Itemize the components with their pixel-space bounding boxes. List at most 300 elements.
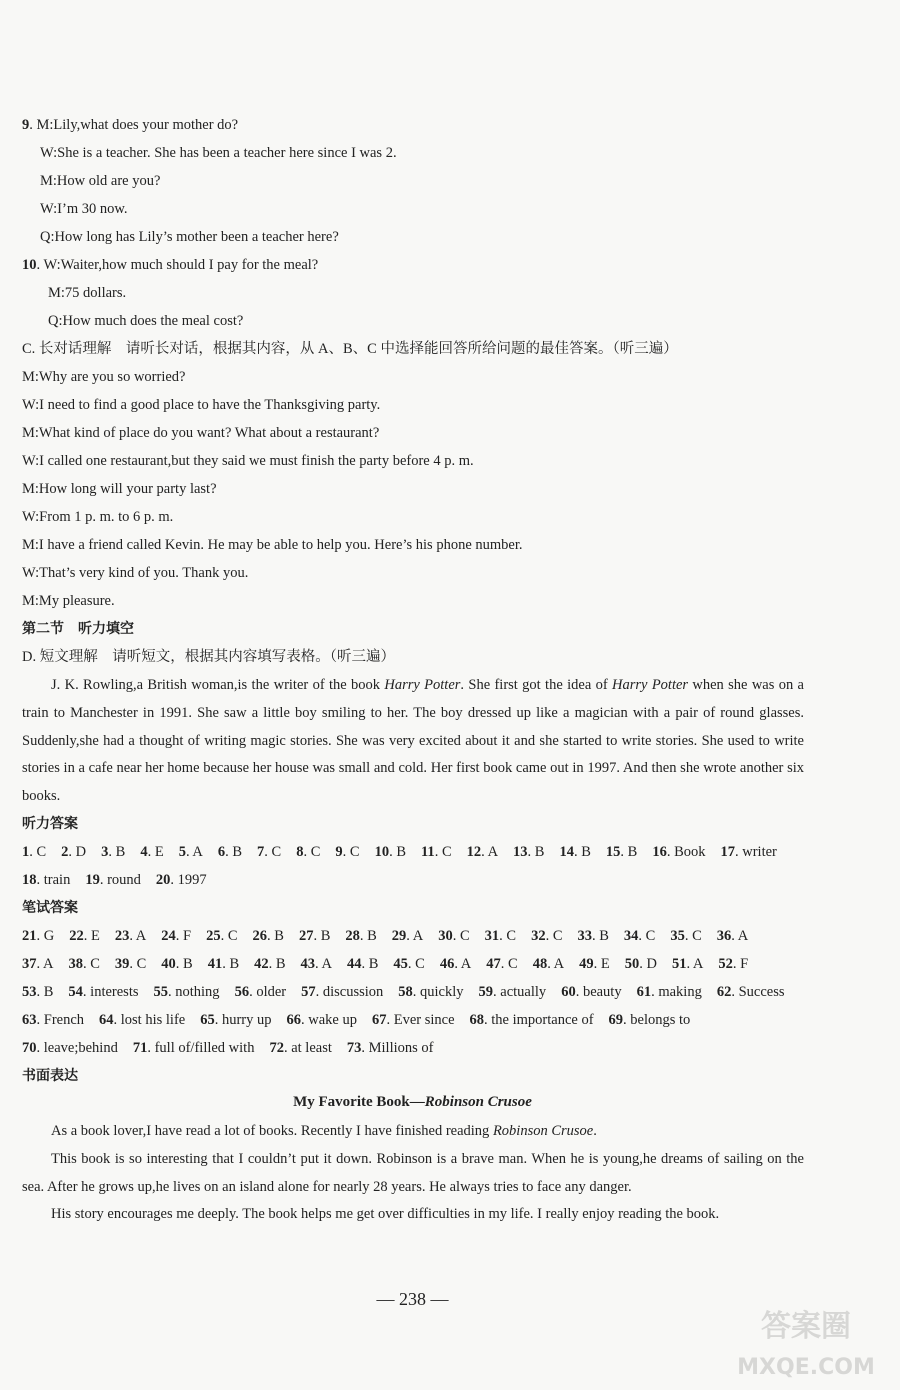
answer-value: B (599, 928, 609, 944)
answer-separator: . (493, 984, 501, 1000)
answer-separator: . (36, 872, 44, 888)
answer-value: C (271, 844, 282, 860)
answer-number: 67 (371, 1012, 387, 1028)
written-answer-71 (133, 1034, 255, 1062)
answer-separator: . (29, 844, 37, 860)
answer-separator: . (313, 928, 321, 944)
essay-p1-end: . (593, 1123, 597, 1139)
listening-answer-17 (720, 838, 776, 866)
answer-number: 50 (624, 956, 640, 972)
answer-value: writer (742, 844, 777, 860)
answer-separator: . (686, 956, 693, 972)
answer-separator: . (361, 956, 369, 972)
answer-value: A (692, 956, 704, 972)
section-c-line-7: M:I have a friend called Kevin. He may be able to help you. Here’s his phone number. (22, 537, 523, 553)
answer-value: beauty (582, 984, 622, 1000)
answer-number: 24 (161, 928, 176, 944)
answer-value: 1997 (177, 872, 207, 888)
answer-separator: . (545, 928, 553, 944)
answer-value: C (506, 928, 517, 944)
answer-separator: . (268, 956, 276, 972)
answer-separator: . (407, 956, 416, 972)
answer-separator: . (481, 844, 488, 860)
answer-number: 62 (716, 984, 732, 1000)
written-answer-29 (392, 922, 423, 950)
written-answer-67 (372, 1006, 455, 1034)
answer-separator: . (666, 844, 675, 860)
answer-separator: . (68, 844, 76, 860)
written-answer-34 (624, 922, 655, 950)
answer-value: C (508, 956, 518, 972)
answer-number: 69 (608, 1012, 624, 1028)
answer-number: 44 (346, 956, 362, 972)
answer-separator: . (620, 844, 628, 860)
section-2-heading: 第二节 听力填空 (22, 621, 134, 637)
answer-value: the importance of (491, 1012, 594, 1028)
answer-number: 40 (161, 956, 176, 972)
answer-separator: . (315, 984, 323, 1000)
answer-separator: . (454, 956, 461, 972)
answer-value: discussion (322, 984, 384, 1000)
answer-value: B (627, 844, 638, 860)
written-answer-32 (531, 922, 562, 950)
answer-value: C (441, 844, 452, 860)
answer-separator: . (170, 872, 178, 888)
listening-answer-2 (61, 838, 86, 866)
answer-separator: . (732, 956, 741, 972)
answer-separator: . (359, 928, 368, 944)
answer-separator: . (175, 928, 184, 944)
answer-number: 8 (296, 844, 304, 860)
answer-separator: . (36, 1040, 44, 1056)
answer-value: E (600, 956, 610, 972)
written-answer-50 (625, 950, 657, 978)
answer-separator: . (82, 956, 91, 972)
answer-value: wake up (308, 1012, 357, 1028)
passage-part-c: when she was on a train to Manchester in 1991. She saw a little boy smiling to her. The boy dressed up like a magician with a pair of round glasses. Suddenly,she had a thought of writing magic stories. She was very excited about it and she started to write stories. She used to write stories in a cafe near her home because her house was small and cold. Her first book came out in 1997. And then she wrote another six books. (22, 677, 804, 805)
answer-number: 27 (298, 928, 314, 944)
answer-number: 66 (286, 1012, 302, 1028)
answer-number: 45 (393, 956, 408, 972)
answer-separator: . (527, 844, 535, 860)
written-answer-39 (115, 950, 146, 978)
passage-part-a: J. K. Rowling,a British woman,is the writer of the book (51, 677, 385, 693)
essay-paragraph-2: This book is so interesting that I couldn’t put it down. Robinson is a brave man. When he is young,he dreams of sailing on the sea. After he grows up,he lives on an island alone for nearly 28 years. He always tries to face any danger. (22, 1150, 804, 1195)
answer-number: 65 (200, 1012, 215, 1028)
answer-value: G (43, 928, 55, 944)
answer-separator: . (389, 844, 397, 860)
answer-value: A (42, 956, 54, 972)
answer-separator: . (575, 984, 583, 1000)
answer-separator: . (406, 928, 413, 944)
answer-separator: . (684, 928, 693, 944)
answer-separator: . (342, 844, 350, 860)
answer-value: A (553, 956, 565, 972)
answer-separator: . (249, 984, 257, 1000)
answer-value: E (90, 928, 100, 944)
answer-number: 30 (438, 928, 453, 944)
listening-answer-15 (606, 838, 637, 866)
written-answer-38 (68, 950, 99, 978)
written-answer-61 (637, 978, 702, 1006)
answer-value: D (646, 956, 657, 972)
watermark-logo (720, 1300, 892, 1382)
answer-number: 20 (155, 872, 171, 888)
written-answer-41 (208, 950, 239, 978)
answer-number: 58 (398, 984, 413, 1000)
answer-value: quickly (420, 984, 464, 1000)
answer-separator: . (283, 1040, 292, 1056)
answer-number: 57 (301, 984, 316, 1000)
written-answer-47 (486, 950, 517, 978)
answer-separator: . (264, 844, 272, 860)
answer-value: lost his life (120, 1012, 186, 1028)
answer-value: round (107, 872, 141, 888)
answer-separator: . (639, 956, 647, 972)
answer-number: 48 (532, 956, 548, 972)
answer-value: leave;behind (43, 1040, 118, 1056)
section-c-heading: C. 长对话理解 请听长对话，根据其内容，从 A、B、C 中选择能回答所给问题的最佳答案。（听三遍） (22, 341, 678, 357)
answer-separator: . (220, 928, 228, 944)
answer-number: 9 (335, 844, 343, 860)
answer-number: 31 (484, 928, 500, 944)
written-answer-59 (479, 978, 547, 1006)
essay (22, 1118, 804, 1229)
answer-number: 64 (99, 1012, 114, 1028)
answer-value: C (136, 956, 147, 972)
answer-separator: . (361, 1040, 369, 1056)
answer-number: 70 (22, 1040, 37, 1056)
listening-answer-13 (513, 838, 544, 866)
answer-separator: . (315, 956, 322, 972)
written-answer-22 (69, 922, 100, 950)
written-answer-33 (578, 922, 609, 950)
answer-value: C (227, 928, 238, 944)
written-answer-60 (561, 978, 621, 1006)
listening-answer-14 (559, 838, 590, 866)
answer-separator: . (592, 928, 600, 944)
essay-title-text: My Favorite Book— (293, 1094, 425, 1110)
essay-p1-book: Robinson Crusoe (492, 1123, 594, 1139)
answer-number: 47 (486, 956, 501, 972)
section-c-line-6: W:From 1 p. m. to 6 p. m. (22, 509, 174, 525)
writing-heading: 书面表达 (22, 1068, 78, 1084)
passage-part-b: . She first got the idea of (460, 677, 613, 693)
answer-value: C (310, 844, 321, 860)
answer-value: older (256, 984, 287, 1000)
answer-value: C (90, 956, 100, 972)
written-answer-51 (672, 950, 703, 978)
answer-separator: . (731, 984, 739, 1000)
answer-number: 5 (178, 844, 186, 860)
answer-number: 14 (559, 844, 574, 860)
written-answer-45 (393, 950, 424, 978)
answer-value: actually (500, 984, 547, 1000)
section-c-line-2: W:I need to find a good place to have the Thanksgiving party. (22, 397, 381, 413)
answer-separator: . (36, 984, 44, 1000)
q9-line-4: W:I’m 30 now. (40, 201, 128, 217)
answer-value: train (43, 872, 71, 888)
listening-answer-6 (218, 838, 242, 866)
q9-line-3: M:How old are you? (40, 173, 161, 189)
answer-separator: . (547, 956, 554, 972)
answer-separator: . (734, 844, 743, 860)
listening-answer-4 (140, 838, 163, 866)
section-c-line-9: M:My pleasure. (22, 593, 115, 609)
answer-value: C (36, 844, 47, 860)
answer-separator: . (303, 844, 311, 860)
answer-value: hurry up (221, 1012, 272, 1028)
listening-answer-8 (296, 838, 320, 866)
written-answer-48 (533, 950, 564, 978)
q9-line-1 (22, 115, 238, 135)
answer-separator: . (499, 928, 507, 944)
answer-number: 46 (439, 956, 455, 972)
listening-answers-heading: 听力答案 (22, 816, 78, 832)
listening-answer-12 (467, 838, 498, 866)
answer-number: 43 (300, 956, 316, 972)
answer-number: 32 (531, 928, 546, 944)
answer-number: 38 (68, 956, 83, 972)
essay-title (0, 1094, 825, 1111)
answer-number: 41 (207, 956, 223, 972)
answer-value: F (740, 956, 749, 972)
written-answer-35 (670, 922, 701, 950)
section-c-line-8: W:That’s very kind of you. Thank you. (22, 565, 249, 581)
answer-value: B (396, 844, 406, 860)
watermark-url: MXQE.COM (737, 1355, 875, 1380)
answer-value: B (43, 984, 54, 1000)
answer-number: 1 (22, 844, 30, 860)
answer-number: 39 (114, 956, 130, 972)
answer-value: B (320, 928, 331, 944)
written-answer-28 (345, 922, 376, 950)
answer-number: 73 (346, 1040, 362, 1056)
answer-value: B (534, 844, 545, 860)
answer-number: 3 (101, 844, 109, 860)
answer-separator: . (147, 844, 155, 860)
written-answer-56 (235, 978, 287, 1006)
written-answers-list (22, 922, 800, 1062)
q9-line-5: Q:How long has Lily’s mother been a teacher here? (40, 229, 339, 245)
answer-value: C (349, 844, 360, 860)
listening-answer-10 (375, 838, 406, 866)
answer-number: 25 (206, 928, 221, 944)
answer-number: 6 (217, 844, 226, 860)
listening-answer-19 (85, 866, 141, 894)
section-c-line-4: W:I called one restaurant,but they said we must finish the party before 4 p. m. (22, 453, 474, 469)
written-answer-43 (301, 950, 332, 978)
answer-value: A (321, 956, 332, 972)
answer-value: French (43, 1012, 85, 1028)
answer-value: B (274, 928, 284, 944)
answer-separator: . (267, 928, 275, 944)
written-answer-68 (470, 1006, 594, 1034)
answer-separator: . (651, 984, 659, 1000)
answer-number: 37 (22, 956, 37, 972)
written-answer-26 (253, 922, 284, 950)
written-answer-36 (717, 922, 748, 950)
answer-number: 18 (22, 872, 37, 888)
answer-number: 12 (466, 844, 482, 860)
written-answer-49 (579, 950, 610, 978)
passage (22, 672, 804, 811)
answer-separator: . (225, 844, 233, 860)
written-answer-69 (609, 1006, 691, 1034)
answer-value: full of/filled with (154, 1040, 255, 1056)
answer-number: 17 (720, 844, 735, 860)
written-answer-55 (154, 978, 220, 1006)
answer-separator: . (593, 956, 601, 972)
written-answer-57 (301, 978, 383, 1006)
written-answer-66 (287, 1006, 357, 1034)
answer-number: 28 (345, 928, 360, 944)
essay-title-book: Robinson Crusoe (424, 1094, 532, 1110)
answer-number: 23 (114, 928, 130, 944)
listening-answer-9 (335, 838, 359, 866)
answer-number: 22 (69, 928, 84, 944)
answer-separator: . (82, 984, 91, 1000)
answer-number: 42 (254, 956, 269, 972)
answer-number: 61 (636, 984, 652, 1000)
written-answer-63 (22, 1006, 84, 1034)
answer-number: 63 (22, 1012, 37, 1028)
answer-separator: . (638, 928, 646, 944)
written-answer-24 (161, 922, 191, 950)
q9-number: 9 (22, 117, 30, 133)
listening-answer-11 (421, 838, 452, 866)
q9-line-2: W:She is a teacher. She has been a teacher here since I was 2. (40, 145, 397, 161)
answer-value: C (459, 928, 470, 944)
written-answer-21 (22, 922, 54, 950)
answer-value: Millions of (368, 1040, 434, 1056)
answer-number: 29 (391, 928, 407, 944)
answer-number: 52 (718, 956, 733, 972)
answer-value: interests (90, 984, 139, 1000)
answer-separator: . (452, 928, 460, 944)
book-title-italic: Harry Potter (384, 677, 461, 693)
answer-separator: . (573, 844, 582, 860)
written-answer-30 (438, 922, 469, 950)
q9-text-1: . M:Lily,what does your mother do? (29, 117, 239, 133)
written-answer-72 (269, 1034, 331, 1062)
answer-separator: . (623, 1012, 631, 1028)
answer-separator: . (36, 928, 44, 944)
answer-separator: . (214, 1012, 222, 1028)
answer-number: 2 (61, 844, 69, 860)
answer-value: making (658, 984, 702, 1000)
answer-separator: . (129, 956, 137, 972)
answer-value: B (367, 928, 377, 944)
written-answer-23 (115, 922, 146, 950)
answer-separator: . (108, 844, 116, 860)
written-answer-46 (440, 950, 471, 978)
book-title-italic: Harry Potter (612, 677, 689, 693)
section-c-line-3: M:What kind of place do you want? What about a restaurant? (22, 425, 380, 441)
answer-value: nothing (175, 984, 220, 1000)
answer-number: 11 (420, 844, 435, 860)
listening-answer-16 (652, 838, 705, 866)
answer-separator: . (113, 1012, 121, 1028)
essay-p1-text: As a book lover,I have read a lot of books. Recently I have finished reading (51, 1123, 493, 1139)
listening-answer-5 (179, 838, 203, 866)
written-answer-73 (347, 1034, 434, 1062)
written-answer-62 (717, 978, 785, 1006)
answer-value: C (692, 928, 702, 944)
answer-value: B (368, 956, 379, 972)
answer-separator: . (175, 956, 184, 972)
section-c-line-5: M:How long will your party last? (22, 481, 217, 497)
answer-value: A (192, 844, 203, 860)
answer-separator: . (301, 1012, 309, 1028)
answer-separator: . (36, 956, 43, 972)
listening-answers-list (22, 838, 800, 894)
answer-separator: . (222, 956, 230, 972)
answer-value: C (645, 928, 656, 944)
answer-number: 68 (469, 1012, 485, 1028)
answer-number: 60 (561, 984, 576, 1000)
answer-number: 54 (68, 984, 83, 1000)
answer-value: A (487, 844, 499, 860)
section-d-heading: D. 短文理解 请听短文，根据其内容填写表格。（听三遍） (22, 649, 395, 665)
answer-number: 49 (579, 956, 594, 972)
answer-number: 51 (671, 956, 687, 972)
answer-value: E (154, 844, 164, 860)
answer-value: Success (738, 984, 785, 1000)
answer-value: C (415, 956, 425, 972)
answer-number: 36 (716, 928, 732, 944)
written-answer-31 (485, 922, 516, 950)
answer-number: 34 (623, 928, 639, 944)
answer-value: F (183, 928, 192, 944)
answer-number: 16 (652, 844, 667, 860)
answer-number: 55 (153, 984, 168, 1000)
q10-line-2: M:75 dollars. (48, 285, 127, 301)
answer-separator: . (129, 928, 136, 944)
answer-value: at least (291, 1040, 332, 1056)
written-answer-53 (22, 978, 53, 1006)
answer-value: belongs to (630, 1012, 691, 1028)
answer-number: 71 (132, 1040, 148, 1056)
answer-value: B (115, 844, 126, 860)
written-answer-40 (161, 950, 192, 978)
answer-number: 13 (513, 844, 528, 860)
answer-value: B (581, 844, 591, 860)
watermark-logo-text: 答案圈 (761, 1309, 851, 1344)
answer-value: A (737, 928, 749, 944)
answer-number: 21 (22, 928, 37, 944)
answer-number: 59 (478, 984, 494, 1000)
answer-separator: . (99, 872, 108, 888)
answer-value: B (232, 844, 243, 860)
written-answer-44 (347, 950, 378, 978)
written-answer-52 (718, 950, 748, 978)
answer-value: Ever since (393, 1012, 455, 1028)
answer-separator: . (731, 928, 738, 944)
answer-number: 4 (140, 844, 148, 860)
written-answer-37 (22, 950, 53, 978)
section-c-line-1: M:Why are you so worried? (22, 369, 186, 385)
answer-value: B (183, 956, 193, 972)
answer-number: 19 (85, 872, 100, 888)
q10-line-3: Q:How much does the meal cost? (48, 313, 244, 329)
answer-value: D (75, 844, 87, 860)
answer-number: 26 (252, 928, 268, 944)
q10-text-1: . W:Waiter,how much should I pay for the meal? (36, 257, 319, 273)
answer-number: 15 (605, 844, 621, 860)
written-answer-25 (206, 922, 237, 950)
essay-paragraph-1 (22, 1118, 804, 1146)
